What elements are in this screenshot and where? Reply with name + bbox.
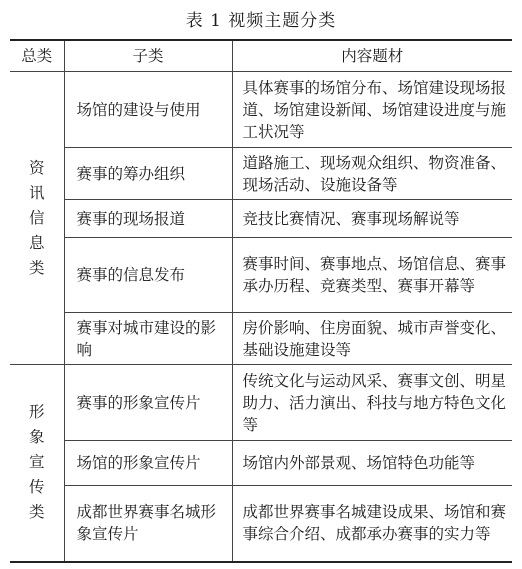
table-row <box>10 72 512 148</box>
table-row <box>10 200 512 238</box>
table-row <box>10 486 512 562</box>
subcategory-cell: 赛事的信息发布 <box>64 238 232 313</box>
table-row <box>10 313 512 365</box>
content-cell: 具体赛事的场馆分布、场馆建设现场报道、场馆建设新闻、场馆建设进度与施工状况等 <box>232 72 512 148</box>
table-caption: 表 1 视频主题分类 <box>185 11 337 31</box>
table-row <box>10 238 512 313</box>
video-topic-table <box>10 39 512 563</box>
content-cell: 赛事时间、赛事地点、场馆信息、赛事承办历程、竞赛类型、赛事开幕等 <box>232 238 512 313</box>
subcategory-cell: 场馆的形象宣传片 <box>64 441 232 486</box>
content-cell: 房价影响、住房面貌、城市声誉变化、基础设施建设等 <box>232 313 512 365</box>
table-row <box>10 148 512 200</box>
subcategory-cell: 场馆的建设与使用 <box>64 72 232 148</box>
category-promo: 形 象 宣 传 类 <box>10 365 64 562</box>
header-row <box>10 40 512 72</box>
subcategory-cell: 赛事对城市建设的影响 <box>64 313 232 365</box>
table-row <box>10 365 512 441</box>
content-cell: 场馆内外部景观、场馆特色功能等 <box>232 441 512 486</box>
header-subcategory: 子类 <box>64 40 232 72</box>
header-content: 内容题材 <box>232 40 512 72</box>
category-info: 资 讯 信 息 类 <box>10 72 64 365</box>
header-category: 总类 <box>10 40 64 72</box>
content-cell: 竞技比赛情况、赛事现场解说等 <box>232 200 512 238</box>
subcategory-cell: 成都世界赛事名城形象宣传片 <box>64 486 232 562</box>
subcategory-cell: 赛事的筹办组织 <box>64 148 232 200</box>
content-cell: 道路施工、现场观众组织、物资准备、现场活动、设施设备等 <box>232 148 512 200</box>
subcategory-cell: 赛事的现场报道 <box>64 200 232 238</box>
content-cell: 传统文化与运动风采、赛事文创、明星助力、活力演出、科技与地方特色文化等 <box>232 365 512 441</box>
content-cell: 成都世界赛事名城建设成果、场馆和赛事综合介绍、成都承办赛事的实力等 <box>232 486 512 562</box>
table-row <box>10 441 512 486</box>
subcategory-cell: 赛事的形象宣传片 <box>64 365 232 441</box>
